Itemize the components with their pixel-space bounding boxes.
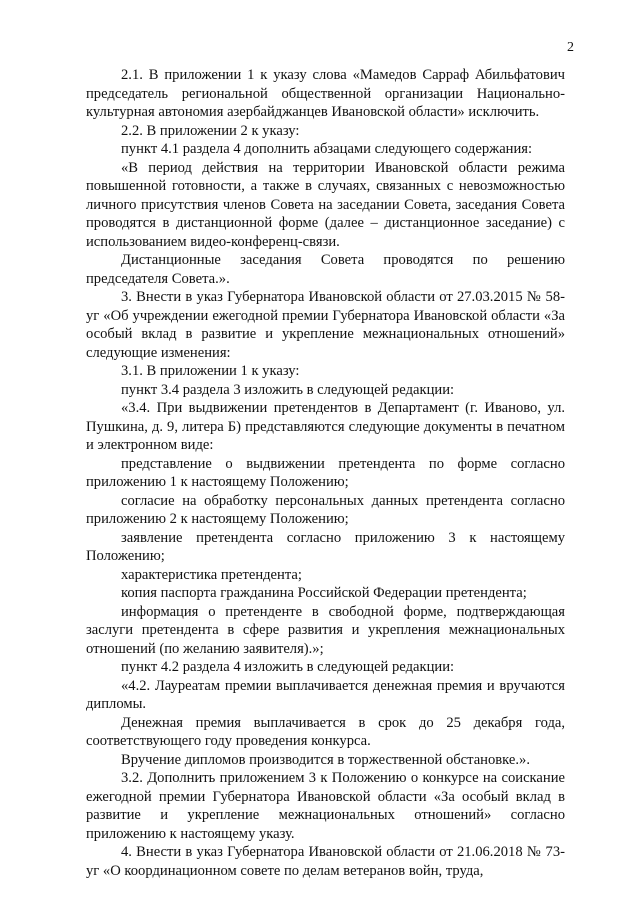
paragraph: «4.2. Лауреатам премии выплачивается денежная премия и вручаются дипломы.: [86, 677, 565, 712]
document-body: [86, 66, 565, 880]
page-number: 2: [567, 40, 574, 55]
paragraph: характеристика претендента;: [121, 566, 302, 583]
paragraph: пункт 4.1 раздела 4 дополнить абзацами следующего содержания:: [121, 141, 533, 157]
paragraph: «3.4. При выдвижении претендентов в Департамент (г. Иваново, ул. Пушкина, д. 9, литера Б) представляются следующие документы в печатном и электронном виде:: [86, 400, 565, 453]
paragraph: заявление претендента согласно приложению 3 к настоящему Положению;: [86, 529, 565, 564]
paragraph: 3.1. В приложении 1 к указу:: [121, 363, 300, 379]
paragraph: согласие на обработку персональных данных претендента согласно приложению 2 к настоящему Положению;: [86, 492, 565, 527]
paragraph: Дистанционные заседания Совета проводятся по решению председателя Совета.».: [86, 252, 565, 287]
paragraph: копия паспорта гражданина Российской Федерации претендента;: [121, 585, 527, 601]
paragraph: «В период действия на территории Ивановской области режима повышенной готовности, а также в случаях, связанных с невозможностью личного присутствия членов Совета на заседании Совета, заседания Совета проводятся в дистанционной форме (далее – дистанционное заседание) с использованием видео-конференц-связи.: [86, 159, 565, 250]
paragraph: 3.2. Дополнить приложением 3 к Положению о конкурсе на соискание ежегодной премии Губернатора Ивановской области «За особый вклад в развитие и укрепление межнациональных отношений» согласно приложению к настоящему указу.: [86, 770, 565, 842]
paragraph: Денежная премия выплачивается в срок до 25 декабря года, соответствующего году проведения конкурса.: [86, 714, 565, 749]
paragraph: пункт 4.2 раздела 4 изложить в следующей редакции:: [121, 659, 455, 675]
paragraph: 2.1. В приложении 1 к указу слова «Мамедов Сарраф Абильфатович председатель региональной общественной организации Национально-культурная автономия азербайджанцев Ивановской области» исключить.: [86, 67, 565, 120]
paragraph: Вручение дипломов производится в торжественной обстановке.».: [121, 751, 530, 768]
paragraph: пункт 3.4 раздела 3 изложить в следующей редакции:: [121, 381, 455, 398]
paragraph: 4. Внести в указ Губернатора Ивановской области от 21.06.2018 № 73-уг «О координационном совете по делам ветеранов войн, труда,: [86, 844, 565, 879]
paragraph: представление о выдвижении претендента по форме согласно приложению 1 к настоящему Положению;: [86, 455, 565, 490]
paragraph: 3. Внести в указ Губернатора Ивановской области от 27.03.2015 № 58-уг «Об учреждении ежегодной премии Губернатора Ивановской области «За особый вклад в развитие и укрепление межнациональных отношений» следующие изменения:: [86, 289, 565, 361]
paragraph: 2.2. В приложении 2 к указу:: [121, 122, 300, 139]
paragraph: информация о претенденте в свободной форме, подтверждающая заслуги претендента в сфере развития и укрепления межнациональных отношений (по желанию заявителя).»;: [86, 603, 565, 657]
